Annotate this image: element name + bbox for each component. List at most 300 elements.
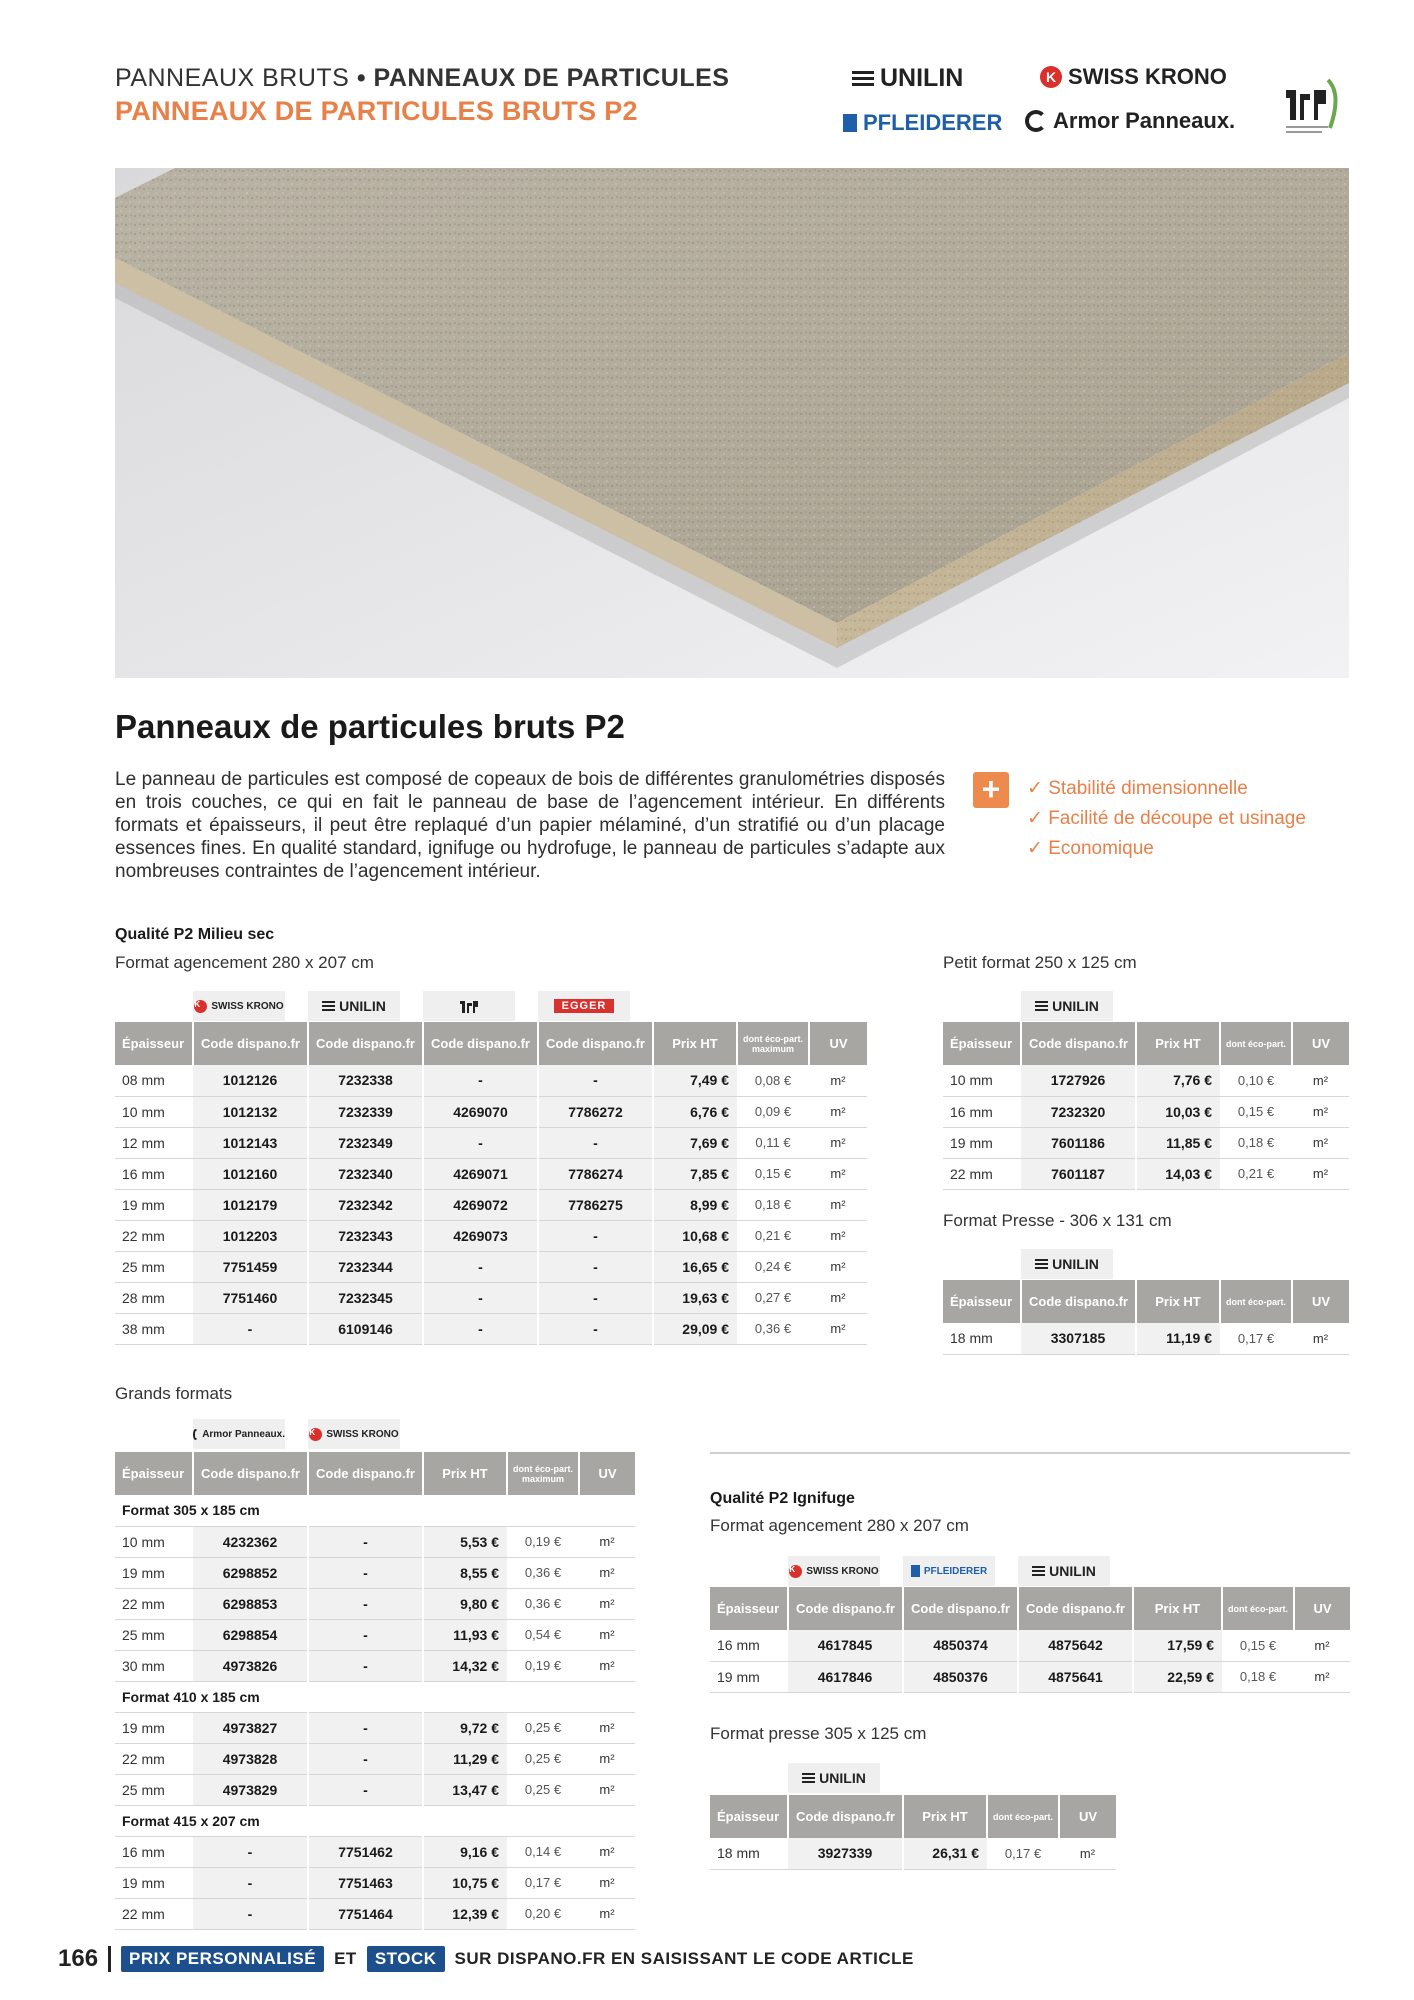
col-eco: dont éco-part.	[987, 1795, 1059, 1838]
table-cell: -	[193, 1867, 308, 1898]
ignifuge-subtitle: Format agencement 280 x 207 cm	[710, 1516, 969, 1535]
table-cell: 1012179	[193, 1189, 308, 1220]
table-cell: m²	[579, 1588, 635, 1619]
table-cell: 7751462	[308, 1836, 423, 1867]
table-cell: 0,09 €	[737, 1096, 809, 1127]
table-cell: 7751464	[308, 1898, 423, 1929]
armor-swirl-icon	[193, 1429, 198, 1440]
table-cell: 0,11 €	[737, 1127, 809, 1158]
footer-et: ET	[334, 1949, 357, 1968]
table-cell: 6298852	[193, 1557, 308, 1588]
table-cell: 4875641	[1018, 1661, 1133, 1692]
col-code: Code dispano.fr	[1021, 1280, 1136, 1323]
table-row	[115, 1774, 635, 1805]
table-cell: 10,68 €	[653, 1220, 737, 1251]
table-cell: 7232343	[308, 1220, 423, 1251]
table-cell: 0,19 €	[507, 1650, 579, 1681]
egger-chip: EGGER	[538, 991, 630, 1021]
pfleiderer-logo: PFLEIDERER	[843, 110, 1002, 136]
table-cell: m²	[579, 1836, 635, 1867]
table-row	[115, 1898, 635, 1929]
ignifuge-title: Qualité P2 Ignifuge	[710, 1490, 855, 1507]
swiss-krono-chip: K SWISS KRONO	[308, 1419, 400, 1449]
table-cell: 11,19 €	[1136, 1323, 1220, 1354]
table-cell: m²	[579, 1867, 635, 1898]
col-uv: UV	[579, 1452, 635, 1495]
fr-brand-chip	[423, 991, 515, 1021]
table-cell: -	[308, 1619, 423, 1650]
table-row	[115, 1743, 635, 1774]
table-cell: -	[538, 1065, 653, 1096]
table-cell: 11,85 €	[1136, 1127, 1220, 1158]
table-cell: -	[193, 1313, 308, 1344]
table-cell: 4973829	[193, 1774, 308, 1805]
plus-icon: +	[973, 772, 1009, 808]
table-cell: 4617846	[788, 1661, 903, 1692]
table-cell: -	[538, 1220, 653, 1251]
table-cell: 0,36 €	[507, 1557, 579, 1588]
table-cell: m²	[1292, 1127, 1349, 1158]
product-description: Le panneau de particules est composé de copeaux de bois de différentes granulométries disposés en trois couches, ce qui en fait le panneau de base de l’agencement intérieur. En différents formats et épaisseurs, il peut être replaqué d’un papier mélaminé, d’un stratifié ou d’un placage essences fines. En qualité standard, ignifuge ou hydrofuge, le panneau de particules s’adapte aux nombreuses contraintes de l’agencement intérieur.	[115, 769, 945, 882]
section-row	[115, 1681, 635, 1712]
table-cell: 7751463	[308, 1867, 423, 1898]
table-cell: -	[308, 1743, 423, 1774]
table-cell: 7232338	[308, 1065, 423, 1096]
col-eco: dont éco-part.	[1220, 1022, 1292, 1065]
swiss-krono-k-icon: K	[309, 1428, 322, 1441]
table-cell: 7232339	[308, 1096, 423, 1127]
table-cell: 0,15 €	[1222, 1630, 1294, 1661]
table-cell: 0,18 €	[737, 1189, 809, 1220]
page-number: 166	[58, 1945, 99, 1972]
table-cell: -	[423, 1127, 538, 1158]
table-cell: 7232342	[308, 1189, 423, 1220]
benefit-item: ✓ Facilité de découpe et usinage	[1027, 808, 1306, 829]
col-code: Code dispano.fr	[538, 1022, 653, 1065]
table-cell: 1012203	[193, 1220, 308, 1251]
section-row	[115, 1495, 635, 1526]
armor-swirl-icon	[1025, 110, 1047, 132]
table-cell: 3307185	[1021, 1323, 1136, 1354]
table-cell: 11,93 €	[423, 1619, 507, 1650]
product-heading: Panneaux de particules bruts P2	[115, 708, 625, 745]
table-cell: 4617845	[788, 1630, 903, 1661]
table-cell: 10 mm	[115, 1096, 193, 1127]
petit-format-title: Petit format 250 x 125 cm	[943, 953, 1137, 972]
ign-presse-table	[710, 1795, 1116, 1870]
table-cell: 7,49 €	[653, 1065, 737, 1096]
table-cell: 0,17 €	[987, 1838, 1059, 1869]
table-cell: m²	[809, 1065, 867, 1096]
table-cell: m²	[809, 1189, 867, 1220]
table-cell: 22 mm	[115, 1898, 193, 1929]
section-row	[115, 1805, 635, 1836]
table-row	[115, 1650, 635, 1681]
table-cell: m²	[579, 1743, 635, 1774]
table-cell: 9,80 €	[423, 1588, 507, 1619]
table-cell: 22 mm	[115, 1588, 193, 1619]
table-cell: 0,25 €	[507, 1743, 579, 1774]
table-cell: 22 mm	[115, 1220, 193, 1251]
table-cell: 0,14 €	[507, 1836, 579, 1867]
table-cell: 26,31 €	[903, 1838, 987, 1869]
table-cell: 1012126	[193, 1065, 308, 1096]
table-row	[115, 1836, 635, 1867]
table-cell: 4973828	[193, 1743, 308, 1774]
table-cell: m²	[809, 1127, 867, 1158]
table-cell: 0,19 €	[507, 1526, 579, 1557]
table-row	[115, 1158, 867, 1189]
table-cell: m²	[1292, 1065, 1349, 1096]
table-cell: 4269071	[423, 1158, 538, 1189]
swiss-krono-k-icon: K	[1040, 66, 1062, 88]
grands-brand-row	[115, 1417, 400, 1449]
table-cell: -	[193, 1836, 308, 1867]
table-cell: m²	[579, 1557, 635, 1588]
table-cell: 11,29 €	[423, 1743, 507, 1774]
table-cell: 0,18 €	[1222, 1661, 1294, 1692]
table-cell: 16 mm	[115, 1158, 193, 1189]
table-row	[710, 1838, 1116, 1869]
table-cell: 0,25 €	[507, 1774, 579, 1805]
table-cell: 7232349	[308, 1127, 423, 1158]
stock-tag: STOCK	[367, 1946, 445, 1972]
table-cell: 22 mm	[115, 1743, 193, 1774]
table-cell: 19,63 €	[653, 1282, 737, 1313]
table-row	[115, 1189, 867, 1220]
unilin-lines-icon	[1032, 1566, 1045, 1576]
table-cell: 9,72 €	[423, 1712, 507, 1743]
table-cell: 1012132	[193, 1096, 308, 1127]
table-row	[115, 1712, 635, 1743]
table-cell: m²	[579, 1712, 635, 1743]
unilin-lines-icon	[1035, 1259, 1048, 1269]
col-epaisseur: Épaisseur	[943, 1280, 1021, 1323]
table-cell: 38 mm	[115, 1313, 193, 1344]
table-cell: 0,36 €	[507, 1588, 579, 1619]
table-cell: 7232320	[1021, 1096, 1136, 1127]
table-cell: -	[193, 1898, 308, 1929]
swiss-krono-chip: K SWISS KRONO	[193, 991, 285, 1021]
table-cell: 0,36 €	[737, 1313, 809, 1344]
unilin-lines-icon	[802, 1773, 815, 1783]
breadcrumb-category: PANNEAUX BRUTS	[115, 64, 350, 92]
table-cell: 6,76 €	[653, 1096, 737, 1127]
unilin-chip: UNILIN	[1021, 1249, 1113, 1279]
unilin-lines-icon	[322, 1001, 335, 1011]
table-row	[115, 1127, 867, 1158]
armor-logo: Armor Panneaux.	[1025, 108, 1235, 134]
table-cell: m²	[579, 1650, 635, 1681]
table-cell: m²	[1294, 1661, 1350, 1692]
table-cell: -	[423, 1065, 538, 1096]
table-cell: m²	[809, 1251, 867, 1282]
table-cell: -	[423, 1251, 538, 1282]
table-cell: m²	[579, 1526, 635, 1557]
table-cell: 7601187	[1021, 1158, 1136, 1189]
table-cell: 08 mm	[115, 1065, 193, 1096]
table-cell: m²	[809, 1282, 867, 1313]
table-cell: 10 mm	[943, 1065, 1021, 1096]
table-cell: 22 mm	[943, 1158, 1021, 1189]
unilin-chip: UNILIN	[1021, 991, 1113, 1021]
presse-format-title: Format Presse - 306 x 131 cm	[943, 1211, 1172, 1230]
benefits-list	[1027, 774, 1306, 864]
col-eco: dont éco-part. maximum	[507, 1452, 579, 1495]
col-uv: UV	[809, 1022, 867, 1065]
col-epaisseur: Épaisseur	[115, 1022, 193, 1065]
table-cell: 19 mm	[710, 1661, 788, 1692]
table-cell: 19 mm	[115, 1189, 193, 1220]
format-section-label: Format 305 x 185 cm	[115, 1495, 635, 1526]
table-row	[115, 1588, 635, 1619]
table-row	[710, 1630, 1350, 1661]
table-cell: 0,18 €	[1220, 1127, 1292, 1158]
table-cell: -	[423, 1313, 538, 1344]
table-cell: 7,85 €	[653, 1158, 737, 1189]
table-cell: 0,17 €	[1220, 1323, 1292, 1354]
table-cell: 4269073	[423, 1220, 538, 1251]
table-cell: -	[308, 1712, 423, 1743]
col-code: Code dispano.fr	[423, 1022, 538, 1065]
table-cell: 29,09 €	[653, 1313, 737, 1344]
table-cell: 4232362	[193, 1526, 308, 1557]
col-epaisseur: Épaisseur	[943, 1022, 1021, 1065]
swiss-krono-logo: K SWISS KRONO	[1040, 64, 1227, 90]
table-cell: 30 mm	[115, 1650, 193, 1681]
col-prix: Prix HT	[653, 1022, 737, 1065]
table-cell: 12,39 €	[423, 1898, 507, 1929]
hero-product-image	[115, 168, 1349, 678]
table-row	[943, 1323, 1349, 1354]
col-code: Code dispano.fr	[1018, 1587, 1133, 1630]
unilin-chip: UNILIN	[308, 991, 400, 1021]
table-row	[943, 1158, 1349, 1189]
table-cell: 19 mm	[115, 1867, 193, 1898]
table-cell: 4850374	[903, 1630, 1018, 1661]
col-code: Code dispano.fr	[308, 1022, 423, 1065]
breadcrumb-subcategory: PANNEAUX DE PARTICULES	[373, 64, 730, 92]
table-cell: 18 mm	[710, 1838, 788, 1869]
ign-presse-title: Format presse 305 x 125 cm	[710, 1724, 927, 1743]
table-cell: 1012160	[193, 1158, 308, 1189]
table-cell: 16 mm	[115, 1836, 193, 1867]
armor-chip: Armor Panneaux.	[193, 1419, 285, 1449]
grands-formats-title: Grands formats	[115, 1384, 233, 1403]
ign-presse-brand-row	[710, 1761, 880, 1793]
table-cell: -	[308, 1557, 423, 1588]
p2-sec-subtitle: Format agencement 280 x 207 cm	[115, 953, 374, 972]
table-cell: 22,59 €	[1133, 1661, 1222, 1692]
table-cell: 9,16 €	[423, 1836, 507, 1867]
table-cell: m²	[1059, 1838, 1116, 1869]
table-cell: m²	[809, 1220, 867, 1251]
breadcrumb-sep: •	[356, 64, 367, 92]
table-cell: 19 mm	[115, 1557, 193, 1588]
benefit-item: ✓ Economique	[1027, 838, 1154, 859]
table-cell: 7232345	[308, 1282, 423, 1313]
breadcrumb	[115, 64, 729, 93]
table-cell: 0,21 €	[1220, 1158, 1292, 1189]
page-footer	[58, 1945, 914, 1973]
table-cell: 0,20 €	[507, 1898, 579, 1929]
table-row	[115, 1867, 635, 1898]
table-cell: 0,08 €	[737, 1065, 809, 1096]
col-code: Code dispano.fr	[308, 1452, 423, 1495]
col-code: Code dispano.fr	[193, 1452, 308, 1495]
table-cell: 0,21 €	[737, 1220, 809, 1251]
table-cell: 10,03 €	[1136, 1096, 1220, 1127]
table-row	[115, 1282, 867, 1313]
footer-text: SUR DISPANO.FR EN SAISISSANT LE CODE ARTICLE	[454, 1949, 914, 1968]
unilin-logo: UNILIN	[852, 64, 963, 93]
col-code: Code dispano.fr	[788, 1795, 903, 1838]
table-cell: 25 mm	[115, 1619, 193, 1650]
col-code: Code dispano.fr	[788, 1587, 903, 1630]
table-cell: m²	[809, 1096, 867, 1127]
p2-sec-title: Qualité P2 Milieu sec	[115, 926, 275, 943]
table-cell: 25 mm	[115, 1774, 193, 1805]
col-uv: UV	[1292, 1022, 1349, 1065]
table-cell: 8,99 €	[653, 1189, 737, 1220]
petit-format-table	[943, 1022, 1349, 1190]
col-epaisseur: Épaisseur	[115, 1452, 193, 1495]
table-cell: 4850376	[903, 1661, 1018, 1692]
table-cell: 10,75 €	[423, 1867, 507, 1898]
col-epaisseur: Épaisseur	[710, 1587, 788, 1630]
table-cell: 19 mm	[943, 1127, 1021, 1158]
table-row	[943, 1127, 1349, 1158]
table-cell: -	[538, 1251, 653, 1282]
table-cell: 4973826	[193, 1650, 308, 1681]
table-cell: 7751459	[193, 1251, 308, 1282]
table-cell: 6109146	[308, 1313, 423, 1344]
col-prix: Prix HT	[903, 1795, 987, 1838]
col-code: Code dispano.fr	[193, 1022, 308, 1065]
table-cell: m²	[809, 1313, 867, 1344]
table-cell: 19 mm	[115, 1712, 193, 1743]
table-cell: -	[538, 1127, 653, 1158]
table-cell: 25 mm	[115, 1251, 193, 1282]
table-cell: m²	[579, 1898, 635, 1929]
swiss-krono-chip: K SWISS KRONO	[788, 1556, 880, 1586]
unilin-chip: UNILIN	[788, 1763, 880, 1793]
table-row	[115, 1220, 867, 1251]
col-epaisseur: Épaisseur	[710, 1795, 788, 1838]
table-cell: 4973827	[193, 1712, 308, 1743]
table-cell: 0,24 €	[737, 1251, 809, 1282]
table-cell: 14,03 €	[1136, 1158, 1220, 1189]
col-code: Code dispano.fr	[1021, 1022, 1136, 1065]
format-section-label: Format 415 x 207 cm	[115, 1805, 635, 1836]
table-cell: 1012143	[193, 1127, 308, 1158]
swiss-krono-k-icon: K	[194, 1000, 207, 1013]
table-cell: 0,15 €	[737, 1158, 809, 1189]
col-eco: dont éco-part.	[1222, 1587, 1294, 1630]
presse-brand-row	[943, 1247, 1113, 1279]
table-cell: 7786274	[538, 1158, 653, 1189]
col-uv: UV	[1059, 1795, 1116, 1838]
col-eco: dont éco-part. maximum	[737, 1022, 809, 1065]
col-prix: Prix HT	[423, 1452, 507, 1495]
table-cell: 0,54 €	[507, 1619, 579, 1650]
table-cell: 17,59 €	[1133, 1630, 1222, 1661]
table-cell: m²	[579, 1619, 635, 1650]
table-cell: 5,53 €	[423, 1526, 507, 1557]
table-cell: m²	[1292, 1323, 1349, 1354]
table-cell: 7232344	[308, 1251, 423, 1282]
table-cell: 4269072	[423, 1189, 538, 1220]
table-cell: 14,32 €	[423, 1650, 507, 1681]
pfleiderer-box-icon	[843, 114, 857, 132]
table-cell: 0,27 €	[737, 1282, 809, 1313]
prix-personnalise-tag: PRIX PERSONNALISÉ	[121, 1946, 324, 1972]
table-row	[115, 1065, 867, 1096]
table-cell: 16 mm	[943, 1096, 1021, 1127]
format-section-label: Format 410 x 185 cm	[115, 1681, 635, 1712]
table-cell: 4269070	[423, 1096, 538, 1127]
table-cell: 18 mm	[943, 1323, 1021, 1354]
pfleiderer-chip: PFLEIDERER	[903, 1556, 995, 1586]
table-row	[115, 1557, 635, 1588]
table-cell: m²	[809, 1158, 867, 1189]
col-prix: Prix HT	[1136, 1280, 1220, 1323]
forest-certification-icon	[1282, 72, 1346, 144]
table-cell: 4875642	[1018, 1630, 1133, 1661]
table-cell: -	[308, 1650, 423, 1681]
table-row	[115, 1251, 867, 1282]
table-cell: -	[308, 1526, 423, 1557]
table-cell: 0,17 €	[507, 1867, 579, 1898]
presse-format-table	[943, 1280, 1349, 1355]
table-cell: 16,65 €	[653, 1251, 737, 1282]
grands-formats-table	[115, 1452, 635, 1930]
benefit-item: ✓ Stabilité dimensionnelle	[1027, 778, 1248, 799]
petit-brand-row	[943, 989, 1113, 1021]
ignifuge-brand-row	[710, 1554, 1110, 1586]
col-prix: Prix HT	[1133, 1587, 1222, 1630]
table-cell: 28 mm	[115, 1282, 193, 1313]
table-row	[115, 1526, 635, 1557]
table-cell: 7786275	[538, 1189, 653, 1220]
pfleiderer-box-icon	[911, 1565, 920, 1577]
table-cell: m²	[1292, 1096, 1349, 1127]
table-cell: -	[308, 1774, 423, 1805]
table-row	[115, 1619, 635, 1650]
p2-sec-table	[115, 1022, 867, 1345]
ignifuge-table	[710, 1587, 1350, 1693]
table-cell: 7601186	[1021, 1127, 1136, 1158]
table-cell: 0,25 €	[507, 1712, 579, 1743]
table-cell: -	[423, 1282, 538, 1313]
table-cell: 10 mm	[115, 1526, 193, 1557]
table-cell: -	[538, 1282, 653, 1313]
table-row	[115, 1096, 867, 1127]
table-cell: -	[538, 1313, 653, 1344]
unilin-lines-icon	[852, 71, 874, 87]
table-row	[115, 1313, 867, 1344]
table-cell: 7,76 €	[1136, 1065, 1220, 1096]
table-cell: 13,47 €	[423, 1774, 507, 1805]
forest-certification-icon	[458, 995, 480, 1017]
footer-bar	[108, 1946, 111, 1972]
swiss-krono-k-icon: K	[789, 1565, 802, 1578]
table-cell: 6298854	[193, 1619, 308, 1650]
p2-sec-brand-row	[115, 989, 630, 1021]
unilin-lines-icon	[1035, 1001, 1048, 1011]
section-divider	[710, 1452, 1350, 1454]
table-cell: 3927339	[788, 1838, 903, 1869]
